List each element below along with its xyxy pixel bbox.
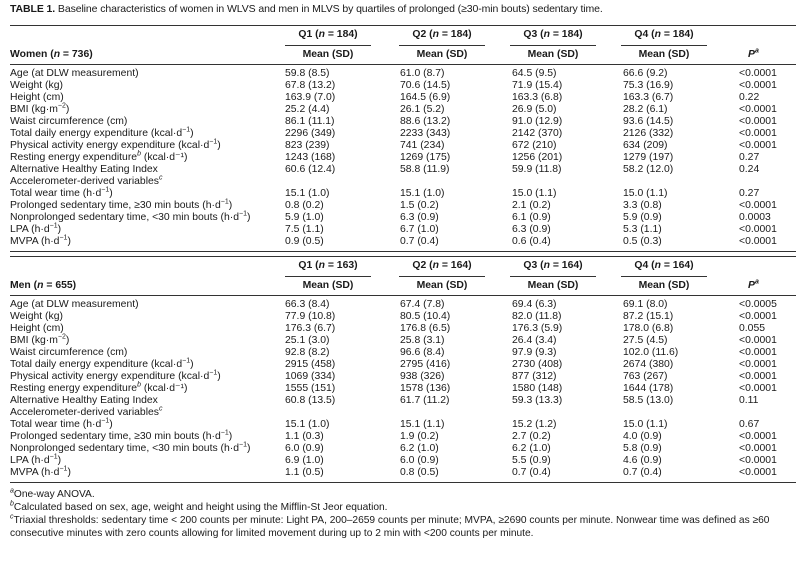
- cell-q2: 0.7 (0.4): [400, 236, 439, 247]
- cell-p: <0.0001: [739, 431, 777, 442]
- cell-q2: 25.8 (3.1): [400, 335, 445, 346]
- cell-q1: 15.1 (1.0): [285, 419, 330, 430]
- row-label: Nonprolonged sedentary time, <30 min bouts $(h\cdot d^{-1})$: [10, 441, 251, 454]
- men-bottom-rule: [10, 482, 796, 483]
- cell-p: <0.0001: [739, 347, 777, 358]
- cell-q2: 61.7 (11.2): [400, 395, 450, 406]
- men-table-row: [10, 371, 796, 383]
- men-quartile-2: Q2 (n = 164): [412, 260, 472, 271]
- men-p-label: $P^a$: [748, 278, 759, 291]
- women-table-row: [10, 236, 796, 248]
- row-label: Nonprolonged sedentary time, <30 min bouts $(h\cdot d^{-1})$: [10, 210, 251, 223]
- cell-q3: 2.7 (0.2): [512, 431, 551, 442]
- men-quartile-underline: [285, 276, 371, 277]
- row-label: LPA $(h\cdot d^{-1})$: [10, 222, 62, 235]
- women-stat-label: Mean (SD): [638, 49, 690, 60]
- men-quartile-underline: [510, 276, 596, 277]
- cell-p: <0.0001: [739, 224, 777, 235]
- women-table-row: [10, 128, 796, 140]
- row-label: Total daily energy expenditure $(kcal\cdot d^{-1})$: [10, 126, 194, 139]
- women-table-row: [10, 104, 796, 116]
- footnote-a: $^a$One-way ANOVA.: [10, 487, 95, 500]
- label-superscript: b: [137, 150, 141, 158]
- label-superscript: −1: [49, 453, 58, 461]
- cell-p: <0.0001: [739, 200, 777, 211]
- cell-q1: 1.1 (0.5): [285, 467, 324, 478]
- cell-p: <0.0001: [739, 236, 777, 247]
- women-table-row: [10, 92, 796, 104]
- men-table-row: [10, 323, 796, 335]
- cell-q4: 178.0 (6.8): [623, 323, 674, 334]
- label-superscript: −1: [239, 441, 247, 449]
- row-label: Total daily energy expenditure $(kcal\cdot d^{-1})$: [10, 357, 194, 370]
- cell-q2: 15.1 (1.0): [400, 188, 445, 199]
- label-superscript: b: [137, 381, 141, 389]
- cell-q4: 87.2 (15.1): [623, 311, 674, 322]
- cell-q2: 6.2 (1.0): [400, 443, 439, 454]
- cell-p: <0.0001: [739, 443, 777, 454]
- table-caption-text: Baseline characteristics of women in WLVS and men in MLVS by quartiles of prolonged (≥30-min bouts) sedentary time.: [57, 3, 603, 15]
- cell-q2: 0.8 (0.5): [400, 467, 439, 478]
- row-label: Accelerometer-derived variables$^c$: [10, 174, 163, 187]
- cell-q3: 69.4 (6.3): [512, 299, 557, 310]
- men-quartile-4: Q4 (n = 164): [634, 260, 694, 271]
- cell-q1: 15.1 (1.0): [285, 188, 330, 199]
- cell-p: 0.0003: [739, 212, 771, 223]
- men-table-row: [10, 359, 796, 371]
- row-label: BMI $(kg\cdot m^{-2})$: [10, 102, 70, 115]
- women-stat-label: Mean (SD): [302, 49, 354, 60]
- cell-q3: 1580 (148): [512, 383, 563, 394]
- row-label: Accelerometer-derived variables$^c$: [10, 405, 163, 418]
- cell-p: <0.0001: [739, 68, 777, 79]
- cell-q3: 672 (210): [512, 140, 557, 151]
- cell-q2: 164.5 (6.9): [400, 92, 451, 103]
- cell-q4: 58.5 (13.0): [623, 395, 674, 406]
- row-label: Age (at DLW measurement): [10, 68, 139, 79]
- label-superscript: −1: [220, 429, 229, 437]
- cell-q4: 163.3 (6.7): [623, 92, 674, 103]
- cell-q2: 1.5 (0.2): [400, 200, 439, 211]
- cell-q3: 1256 (201): [512, 152, 563, 163]
- cell-q3: 59.9 (11.8): [512, 164, 562, 175]
- row-label: MVPA $(h\cdot d^{-1})$: [10, 234, 71, 247]
- footnote-mark: a: [10, 487, 14, 495]
- footnote-b: $^b$Calculated based on sex, age, weight and height using the Mifflin-St Jeor equation.: [10, 500, 388, 513]
- p-footnote-mark: a: [754, 47, 759, 55]
- row-label: LPA $(h\cdot d^{-1})$: [10, 453, 62, 466]
- cell-q4: 2674 (380): [623, 359, 674, 370]
- cell-q2: 6.7 (1.0): [400, 224, 439, 235]
- label-superscript: −1: [239, 210, 247, 218]
- label-superscript: −1: [101, 417, 110, 425]
- cell-p: <0.0001: [739, 335, 777, 346]
- cell-q4: 93.6 (14.5): [623, 116, 674, 127]
- cell-q2: 1.9 (0.2): [400, 431, 439, 442]
- cell-p: 0.24: [739, 164, 760, 175]
- men-table-row: [10, 431, 796, 443]
- women-table-row: [10, 200, 796, 212]
- row-label: Age (at DLW measurement): [10, 299, 139, 310]
- men-stat-label: Mean (SD): [302, 280, 354, 291]
- cell-q3: 6.3 (0.9): [512, 224, 551, 235]
- row-label: Physical activity energy expenditure $(kcal\cdot d^{-1})$: [10, 138, 221, 151]
- cell-p: <0.0001: [739, 383, 777, 394]
- men-table-row: [10, 335, 796, 347]
- women-stat-label: Mean (SD): [527, 49, 579, 60]
- women-quartile-underline: [621, 45, 707, 46]
- women-group-label: Women (n = 736): [10, 49, 93, 60]
- cell-q1: 7.5 (1.1): [285, 224, 324, 235]
- cell-q1: 0.9 (0.5): [285, 236, 324, 247]
- women-quartile-3: Q3 (n = 184): [523, 29, 583, 40]
- women-table-row: [10, 164, 796, 176]
- cell-q1: 176.3 (6.7): [285, 323, 336, 334]
- cell-q3: 15.2 (1.2): [512, 419, 557, 430]
- cell-q2: 67.4 (7.8): [400, 299, 445, 310]
- cell-q3: 64.5 (9.5): [512, 68, 557, 79]
- women-bottom-rule: [10, 251, 796, 252]
- cell-q1: 92.8 (8.2): [285, 347, 330, 358]
- cell-q1: 2915 (458): [285, 359, 336, 370]
- label-superscript: −1: [209, 369, 218, 377]
- label-superscript: −2: [57, 333, 66, 341]
- label-superscript: c: [159, 174, 163, 182]
- cell-q2: 1269 (175): [400, 152, 451, 163]
- cell-p: 0.27: [739, 188, 760, 199]
- women-table-row: [10, 152, 796, 164]
- men-stat-header: [10, 280, 796, 292]
- men-top-rule: [10, 256, 796, 257]
- label-superscript: −1: [49, 222, 58, 230]
- men-stat-label: Mean (SD): [416, 280, 468, 291]
- cell-q4: 634 (209): [623, 140, 668, 151]
- cell-q2: 58.8 (11.9): [400, 164, 450, 175]
- women-quartile-header: [10, 29, 796, 41]
- women-stat-label: Mean (SD): [416, 49, 468, 60]
- cell-q3: 176.3 (5.9): [512, 323, 563, 334]
- row-label: Resting energy expenditure$^b$ (kcal·d⁻¹): [10, 381, 188, 394]
- cell-q4: 15.0 (1.1): [623, 419, 668, 430]
- cell-q4: 5.3 (1.1): [623, 224, 662, 235]
- cell-q4: 27.5 (4.5): [623, 335, 668, 346]
- cell-q3: 5.5 (0.9): [512, 455, 551, 466]
- men-header-rule: [10, 295, 796, 296]
- cell-q4: 66.6 (9.2): [623, 68, 668, 79]
- cell-p: 0.22: [739, 92, 760, 103]
- cell-q1: 25.1 (3.0): [285, 335, 330, 346]
- cell-q1: 25.2 (4.4): [285, 104, 330, 115]
- row-label: Waist circumference (cm): [10, 347, 128, 358]
- cell-p: <0.0001: [739, 80, 777, 91]
- table-label: TABLE 1.: [10, 3, 56, 15]
- label-superscript: −1: [182, 357, 191, 365]
- row-label: Total wear time $(h\cdot d^{-1})$: [10, 417, 113, 430]
- cell-q4: 0.5 (0.3): [623, 236, 662, 247]
- cell-q4: 5.8 (0.9): [623, 443, 662, 454]
- cell-p: 0.27: [739, 152, 760, 163]
- cell-q4: 763 (267): [623, 371, 668, 382]
- cell-q3: 15.0 (1.1): [512, 188, 557, 199]
- cell-q4: 4.0 (0.9): [623, 431, 662, 442]
- men-table-row: [10, 443, 796, 455]
- women-quartile-4: Q4 (n = 184): [634, 29, 694, 40]
- label-superscript: −1: [220, 198, 229, 206]
- row-label: Weight (kg): [10, 311, 63, 322]
- women-p-label: $P^a$: [748, 47, 759, 60]
- cell-q3: 26.4 (3.4): [512, 335, 557, 346]
- cell-q2: 1578 (136): [400, 383, 451, 394]
- cell-p: <0.0001: [739, 128, 777, 139]
- men-table-row: [10, 311, 796, 323]
- cell-q4: 102.0 (11.6): [623, 347, 679, 358]
- cell-q2: 2795 (416): [400, 359, 451, 370]
- men-quartile-underline: [621, 276, 707, 277]
- cell-q4: 0.7 (0.4): [623, 467, 662, 478]
- label-superscript: −1: [101, 186, 110, 194]
- label-superscript: −1: [182, 126, 191, 134]
- women-table-row: [10, 80, 796, 92]
- cell-q4: 28.2 (6.1): [623, 104, 668, 115]
- men-table-row: [10, 299, 796, 311]
- cell-q4: 4.6 (0.9): [623, 455, 662, 466]
- cell-q2: 6.3 (0.9): [400, 212, 439, 223]
- row-label: Total wear time $(h\cdot d^{-1})$: [10, 186, 113, 199]
- cell-q1: 163.9 (7.0): [285, 92, 336, 103]
- row-label: Height (cm): [10, 323, 64, 334]
- cell-q1: 6.9 (1.0): [285, 455, 324, 466]
- cell-q3: 0.6 (0.4): [512, 236, 551, 247]
- cell-q4: 75.3 (16.9): [623, 80, 674, 91]
- cell-q3: 59.3 (13.3): [512, 395, 563, 406]
- cell-q1: 67.8 (13.2): [285, 80, 336, 91]
- cell-p: <0.0001: [739, 455, 777, 466]
- cell-q3: 2.1 (0.2): [512, 200, 551, 211]
- women-quartile-underline: [510, 45, 596, 46]
- cell-q3: 2142 (370): [512, 128, 563, 139]
- cell-p: <0.0001: [739, 116, 777, 127]
- cell-q1: 1069 (334): [285, 371, 336, 382]
- men-table-row: [10, 407, 796, 419]
- cell-q2: 80.5 (10.4): [400, 311, 451, 322]
- footnote-c: $^c$Triaxial thresholds: sedentary time < 200 counts per minute: Light PA, 200–2659 counts per minute; MVPA, ≥2690 counts per minute. Nonwear time was defined as ≥60 consecutive minutes with zero counts allowing for limited movement during up to 2 min with <200 counts per minute.: [10, 513, 770, 539]
- cell-q3: 91.0 (12.9): [512, 116, 563, 127]
- women-quartile-underline: [399, 45, 485, 46]
- men-table-row: [10, 467, 796, 479]
- cell-p: <0.0001: [739, 104, 777, 115]
- women-table-row: [10, 212, 796, 224]
- cell-q2: 88.6 (13.2): [400, 116, 451, 127]
- cell-q4: 3.3 (0.8): [623, 200, 662, 211]
- cell-q4: 1279 (197): [623, 152, 674, 163]
- men-quartile-3: Q3 (n = 164): [523, 260, 583, 271]
- cell-q1: 1555 (151): [285, 383, 336, 394]
- men-table-row: [10, 347, 796, 359]
- men-stat-label: Mean (SD): [638, 280, 690, 291]
- label-superscript: c: [159, 405, 163, 413]
- cell-q4: 15.0 (1.1): [623, 188, 668, 199]
- cell-q3: 26.9 (5.0): [512, 104, 557, 115]
- row-label: Alternative Healthy Eating Index: [10, 164, 158, 175]
- cell-p: <0.0001: [739, 371, 777, 382]
- row-label: Weight (kg): [10, 80, 63, 91]
- cell-q3: 82.0 (11.8): [512, 311, 562, 322]
- row-label: Alternative Healthy Eating Index: [10, 395, 158, 406]
- row-label: Prolonged sedentary time, ≥30 min bouts $(h\cdot d^{-1})$: [10, 429, 233, 442]
- women-table-row: [10, 188, 796, 200]
- cell-q1: 86.1 (11.1): [285, 116, 335, 127]
- label-superscript: −1: [209, 138, 218, 146]
- cell-q2: 15.1 (1.1): [400, 419, 445, 430]
- row-label: Height (cm): [10, 92, 64, 103]
- cell-p: <0.0001: [739, 140, 777, 151]
- women-quartile-1: Q1 (n = 184): [298, 29, 358, 40]
- cell-p: 0.055: [739, 323, 766, 334]
- cell-q2: 938 (326): [400, 371, 445, 382]
- cell-q1: 66.3 (8.4): [285, 299, 330, 310]
- women-top-rule: [10, 25, 796, 26]
- cell-q1: 1243 (168): [285, 152, 336, 163]
- label-superscript: −1: [59, 234, 68, 242]
- cell-q3: 2730 (408): [512, 359, 563, 370]
- p-footnote-mark: a: [754, 278, 759, 286]
- cell-q3: 163.3 (6.8): [512, 92, 563, 103]
- cell-p: <0.0001: [739, 467, 777, 478]
- cell-q2: 2233 (343): [400, 128, 451, 139]
- cell-q2: 61.0 (8.7): [400, 68, 445, 79]
- label-superscript: −1: [59, 465, 68, 473]
- footnote-mark: c: [10, 513, 14, 521]
- cell-q4: 2126 (332): [623, 128, 674, 139]
- row-label: Resting energy expenditure$^b$ (kcal·d⁻¹): [10, 150, 188, 163]
- footnote-mark: b: [10, 500, 14, 508]
- cell-q4: 69.1 (8.0): [623, 299, 668, 310]
- cell-q4: 58.2 (12.0): [623, 164, 674, 175]
- cell-q2: 96.6 (8.4): [400, 347, 445, 358]
- table-caption: [10, 3, 603, 15]
- row-label: MVPA $(h\cdot d^{-1})$: [10, 465, 71, 478]
- cell-q3: 6.2 (1.0): [512, 443, 551, 454]
- row-label: Prolonged sedentary time, ≥30 min bouts $(h\cdot d^{-1})$: [10, 198, 233, 211]
- cell-q1: 2296 (349): [285, 128, 336, 139]
- cell-q1: 0.8 (0.2): [285, 200, 324, 211]
- cell-q3: 0.7 (0.4): [512, 467, 551, 478]
- men-quartile-1: Q1 (n = 163): [298, 260, 358, 271]
- men-table-row: [10, 395, 796, 407]
- women-table-row: [10, 116, 796, 128]
- cell-q3: 6.1 (0.9): [512, 212, 551, 223]
- cell-q3: 97.9 (9.3): [512, 347, 557, 358]
- men-quartile-header: [10, 260, 796, 272]
- men-stat-label: Mean (SD): [527, 280, 579, 291]
- cell-q2: 26.1 (5.2): [400, 104, 445, 115]
- men-table-row: [10, 383, 796, 395]
- women-table-row: [10, 68, 796, 80]
- cell-q2: 741 (234): [400, 140, 445, 151]
- row-label: Physical activity energy expenditure $(kcal\cdot d^{-1})$: [10, 369, 221, 382]
- men-quartile-underline: [399, 276, 485, 277]
- men-table-row: [10, 419, 796, 431]
- cell-p: 0.67: [739, 419, 760, 430]
- women-table-row: [10, 224, 796, 236]
- cell-q1: 60.6 (12.4): [285, 164, 336, 175]
- women-table-row: [10, 140, 796, 152]
- cell-q1: 5.9 (1.0): [285, 212, 324, 223]
- men-group-label: Men (n = 655): [10, 280, 77, 291]
- row-label: BMI $(kg\cdot m^{-2})$: [10, 333, 70, 346]
- cell-p: <0.0001: [739, 359, 777, 370]
- row-label: Waist circumference (cm): [10, 116, 128, 127]
- women-stat-header: [10, 49, 796, 61]
- cell-q2: 176.8 (6.5): [400, 323, 451, 334]
- women-header-rule: [10, 64, 796, 65]
- cell-p: <0.0005: [739, 299, 777, 310]
- label-superscript: −2: [57, 102, 66, 110]
- men-table-row: [10, 455, 796, 467]
- cell-q3: 71.9 (15.4): [512, 80, 563, 91]
- cell-p: <0.0001: [739, 311, 777, 322]
- cell-q1: 1.1 (0.3): [285, 431, 324, 442]
- cell-q1: 6.0 (0.9): [285, 443, 324, 454]
- cell-q4: 1644 (178): [623, 383, 674, 394]
- women-table-row: [10, 176, 796, 188]
- cell-q1: 77.9 (10.8): [285, 311, 336, 322]
- cell-q1: 59.8 (8.5): [285, 68, 330, 79]
- cell-q2: 70.6 (14.5): [400, 80, 451, 91]
- cell-p: 0.11: [739, 395, 759, 406]
- cell-q1: 60.8 (13.5): [285, 395, 336, 406]
- women-quartile-underline: [285, 45, 371, 46]
- women-quartile-2: Q2 (n = 184): [412, 29, 472, 40]
- cell-q2: 6.0 (0.9): [400, 455, 439, 466]
- cell-q1: 823 (239): [285, 140, 330, 151]
- cell-q4: 5.9 (0.9): [623, 212, 662, 223]
- cell-q3: 877 (312): [512, 371, 557, 382]
